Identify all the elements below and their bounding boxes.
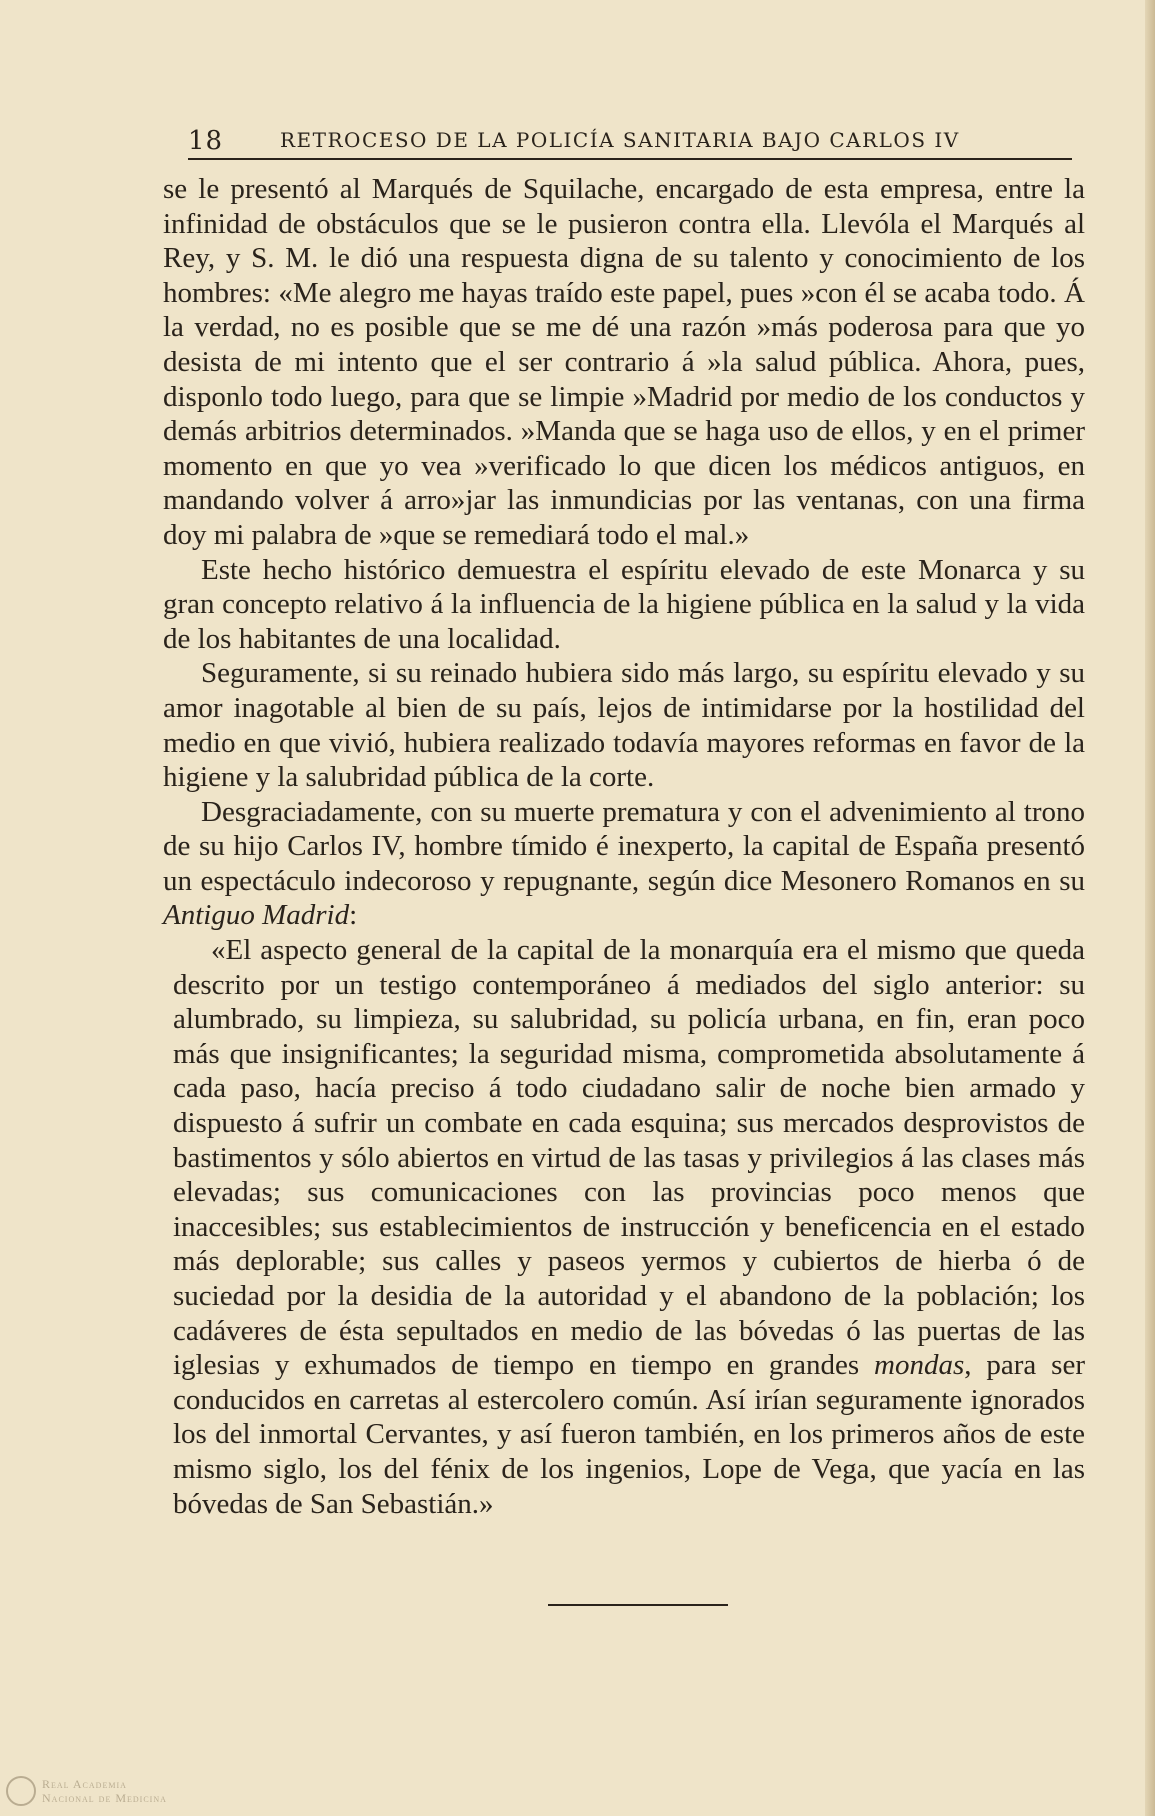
stamp-line-2: Nacional de Medicina: [42, 1791, 167, 1805]
book-title: Antiguo Madrid: [163, 899, 350, 932]
page-header: [188, 118, 1072, 160]
stamp-line-1: Real Academia: [42, 1777, 127, 1791]
page-number: 18: [188, 126, 224, 156]
running-title: RETROCESO DE LA POLICÍA SANITARIA BAJO CARLOS IV: [280, 128, 960, 152]
quotation-text: «El aspecto general de la capital de la monarquía era el mismo que queda descrito por un testigo contemporáneo á mediados del siglo anterior: su alumbrado, su limpieza, su salubridad, su policía urbana, en fin, eran poco más que insignificantes; la seguridad misma, comprometida absolutamente á cada paso, hacía preciso á todo ciudadano salir de noche bien armado y dispuesto á sufrir un combate en cada esquina; sus mercados desprovistos de bastimentos y sólo abiertos en virtud de las tasas y privilegios á las clases más elevadas; sus comunicaciones con las provincias poco menos que inaccesibles; sus establecimientos de instrucción y beneficencia en el estado más deplorable; sus calles y paseos yermos y cubiertos de hierba ó de suciedad por la desidia de la autoridad y el abandono de la población; los cadáveres de ésta sepultados en medio de las bóvedas ó las puertas de las iglesias y exhumados de tiempo en tiempo en grandes: [173, 934, 1085, 1382]
paragraph-reign: Seguramente, si su reinado hubiera sido más largo, su espíritu elevado y su amor inagotable al bien de su país, lejos de intimidarse por la hostilidad del medio en que vivió, hubiera realizado todavía mayores reformas en favor de la higiene y la salubridad pública de la corte.: [163, 657, 1085, 794]
italic-term: mondas: [874, 1349, 965, 1382]
library-stamp: [6, 1776, 167, 1806]
paragraph-text: Desgraciadamente, con su muerte prematura y con el advenimiento al trono de su hijo Carlos IV, hombre tímido é inexperto, la capital de España presentó un espectáculo indecoroso y repugnante, según dice Mesonero Romanos en su: [163, 795, 1085, 897]
paragraph-historic-fact: Este hecho histórico demuestra el espíritu elevado de este Monarca y su gran concepto relativo á la influencia de la higiene pública en la salud y la vida de los habitantes de una localidad.: [163, 553, 1085, 655]
paragraph-carlos-iv: [163, 795, 1085, 933]
page-edge: [1145, 0, 1155, 1816]
paragraph-quotation: [163, 933, 1085, 1521]
paragraph-continuation: se le presentó al Marqués de Squilache, encargado de esta empresa, entre la infinidad de obstáculos que se le pusieron contra ella. Llevóla el Marqués al Rey, y S. M. le dió una respuesta digna de su talento y conocimiento de los hombres: «Me alegro me hayas traído este papel, pues »con él se acaba todo. Á la verdad, no es posible que se me dé una razón »más poderosa para que yo desista de mi intento que el ser contrario á »la salud pública. Ahora, pues, disponlo todo luego, para que se limpie »Madrid por medio de los conductos y demás arbitrios determinados. »Manda que se haga uso de ellos, y en el primer momento en que yo vea »verificado lo que dicen los médicos antiguos, en mandando volver á arro»jar las inmundicias por las ventanas, con una firma doy mi palabra de »que se remediará todo el mal.»: [163, 173, 1085, 551]
seal-icon: [6, 1776, 36, 1806]
quotation-text: , para ser conducidos en carretas al estercolero común. Así irían seguramente ignorados los del inmortal Cervantes, y así fueron también, en los primeros años de este mismo siglo, los del fénix de los ingenios, Lope de Vega, que yacía en las bóvedas de San Sebastián.»: [173, 1349, 1086, 1520]
body-text: [163, 172, 1085, 1521]
end-rule: [548, 1604, 728, 1606]
paragraph-text: :: [349, 899, 358, 932]
